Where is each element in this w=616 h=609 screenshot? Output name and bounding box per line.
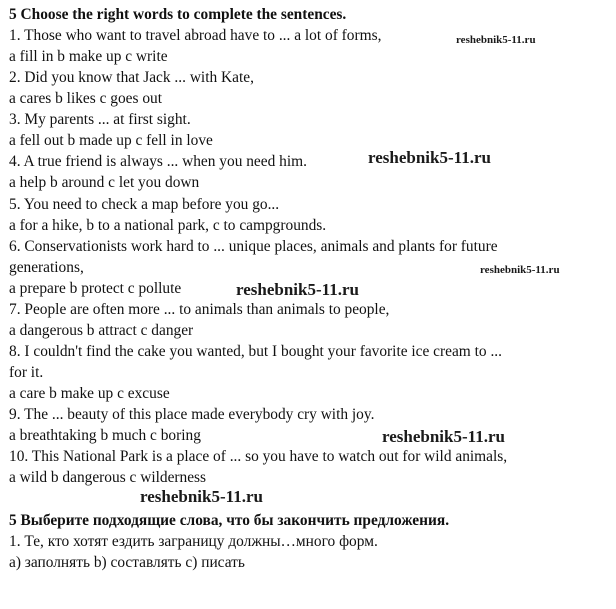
sentence-8: 8. I couldn't find the cake you wanted, but I bought your favorite ice cream to ... <box>9 343 502 360</box>
options-9: a breathtaking b much c boring <box>9 427 201 444</box>
options-6: a prepare b protect c pollute <box>9 280 182 297</box>
options-10: a wild b dangerous c wilderness <box>9 469 207 486</box>
sentence-4: 4. A true friend is always ... when you need him. <box>9 153 307 170</box>
sentence-8-cont: for it. <box>9 364 44 381</box>
watermark: reshebnik5-11.ru <box>368 148 491 167</box>
options-7: a dangerous b attract c danger <box>9 322 194 339</box>
options-1: a fill in b make up c write <box>9 48 168 65</box>
sentence-6-cont: generations, <box>9 259 84 276</box>
watermark: reshebnik5-11.ru <box>480 264 560 276</box>
options-2: a cares b likes c goes out <box>9 90 162 107</box>
sentence-6: 6. Conservationists work hard to ... unique places, animals and plants for future <box>9 238 498 255</box>
heading-russian: 5 Выберите подходящие слова, что бы закончить предложения. <box>9 512 450 529</box>
heading-english: 5 Choose the right words to complete the sentences. <box>9 6 347 23</box>
watermark: reshebnik5-11.ru <box>382 427 505 446</box>
options-8: a care b make up c excuse <box>9 385 170 402</box>
watermark: reshebnik5-11.ru <box>456 34 536 46</box>
sentence-5: 5. You need to check a map before you go... <box>9 196 280 213</box>
watermark: reshebnik5-11.ru <box>140 487 263 506</box>
watermark: reshebnik5-11.ru <box>236 280 359 299</box>
options-4: a help b around c let you down <box>9 174 200 191</box>
sentence-3: 3. My parents ... at first sight. <box>9 111 191 128</box>
sentence-2: 2. Did you know that Jack ... with Kate, <box>9 69 254 86</box>
options-5: a for a hike, b to a national park, c to campgrounds. <box>9 217 327 234</box>
options-3: a fell out b made up c fell in love <box>9 132 213 149</box>
ru-options-1: а) заполнять b) составлять с) писать <box>9 554 245 571</box>
sentence-9: 9. The ... beauty of this place made everybody cry with joy. <box>9 406 375 423</box>
sentence-1: 1. Those who want to travel abroad have to ... a lot of forms, <box>9 27 382 44</box>
sentence-10: 10. This National Park is a place of ... so you have to watch out for wild animals, <box>9 448 508 465</box>
ru-sentence-1: 1. Те, кто хотят ездить заграницу должны…много форм. <box>9 533 378 550</box>
sentence-7: 7. People are often more ... to animals than animals to people, <box>9 301 390 318</box>
